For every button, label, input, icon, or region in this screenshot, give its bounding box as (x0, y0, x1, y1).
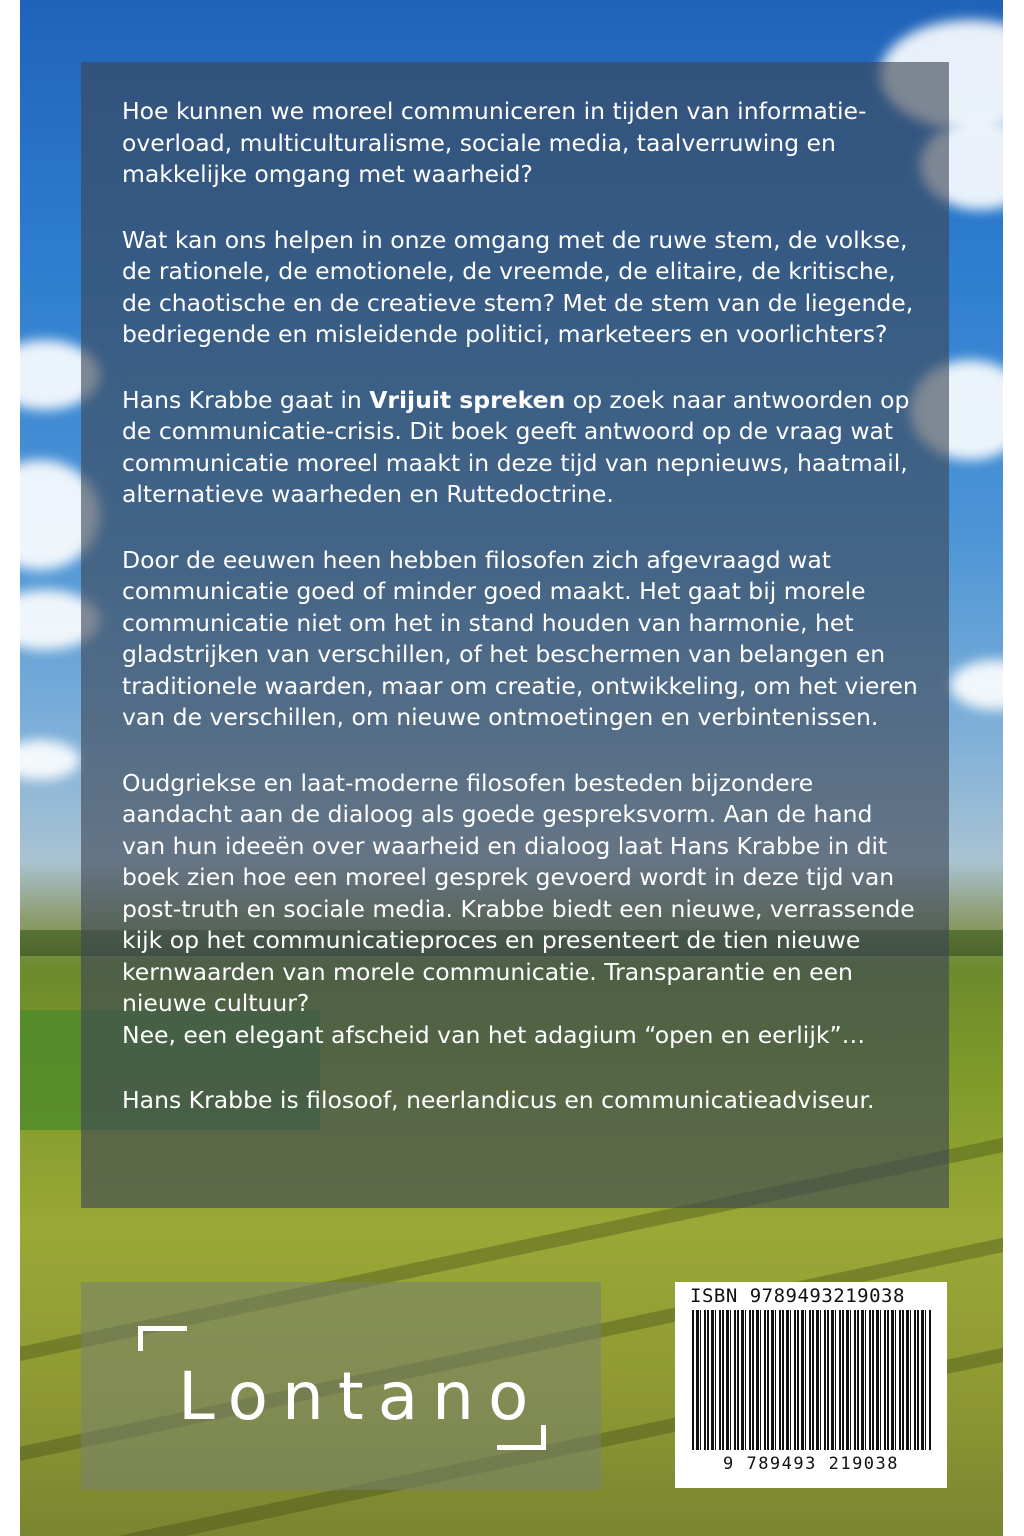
author-bio: Hans Krabbe is filosoof, neerlandicus en communicatieadviseur. (122, 1086, 875, 1114)
blurb-paragraph-5 (122, 768, 922, 1052)
cloud (20, 740, 80, 780)
blurb-p5-last-line: Nee, een elegant afscheid van het adagium “open en eerlijk”… (122, 1020, 866, 1049)
blurb-p5-text: Oudgriekse en laat-moderne filosofen besteden bijzondere aandacht aan de dialoog als goede gespreksvorm. Aan de hand van hun ideeën over waarheid en dialoog laat Hans Krabbe in dit boek zien hoe een moreel gesprek gevoerd wordt in deze tijd van post-truth en sociale media. Krabbe biedt een nieuwe, verrassende kijk op het communicatieproces en presenteert de tien nieuwe kernwaarden van morele communicatie. Transparantie en een nieuwe cultuur? (122, 768, 915, 1017)
blurb-paragraph-3 (122, 385, 922, 511)
blurb-p3-intro: Hans Krabbe gaat in (122, 385, 370, 414)
blurb-paragraph-2: Wat kan ons helpen in onze omgang met de ruwe stem, de volkse, de rationele, de emotionele, de vreemde, de elitaire, de kritische, de chaotische en de creatieve stem? Met de stem van de liegende, bedriegende en misleidende politici, marketeers en voorlichters? (122, 225, 914, 348)
blurb-paragraph-1: Hoe kunnen we moreel communiceren in tijden van informatie-overload, multiculturalisme, sociale media, taalverruwing en makkelijke omgang met waarheid? (122, 97, 867, 188)
cloud (950, 660, 1003, 710)
barcode-digits: 9 789493 219038 (722, 1454, 900, 1474)
book-title: Vrijuit spreken (369, 385, 566, 414)
blurb-paragraph-4: Door de eeuwen heen hebben filosofen zich afgevraagd wat communicatie goed of minder goed maakt. Het gaat bij morele communicatie niet om het in stand houden van harmonie, het gladstrijken van verschillen, of het beschermen van belangen en traditionele waarden, maar om creatie, ontwikkeling, om het vieren van de verschillen, om nieuwe ontmoetingen en verbintenissen. (122, 545, 918, 731)
blurb-p3-rest: op zoek naar antwoorden op de communicatie-crisis. Dit boek geeft antwoord op de vraag wat communicatie moreel maakt in deze tijd van nepnieuws, haatmail, alternatieve waarheden en Ruttedoctrine. (122, 385, 910, 508)
back-cover-blurb (122, 96, 922, 1117)
logo-corner-top-left (138, 1326, 187, 1351)
isbn-label: ISBN 9789493219038 (690, 1285, 905, 1307)
barcode-icon (692, 1310, 932, 1450)
publisher-logo: Lontano (178, 1358, 543, 1435)
